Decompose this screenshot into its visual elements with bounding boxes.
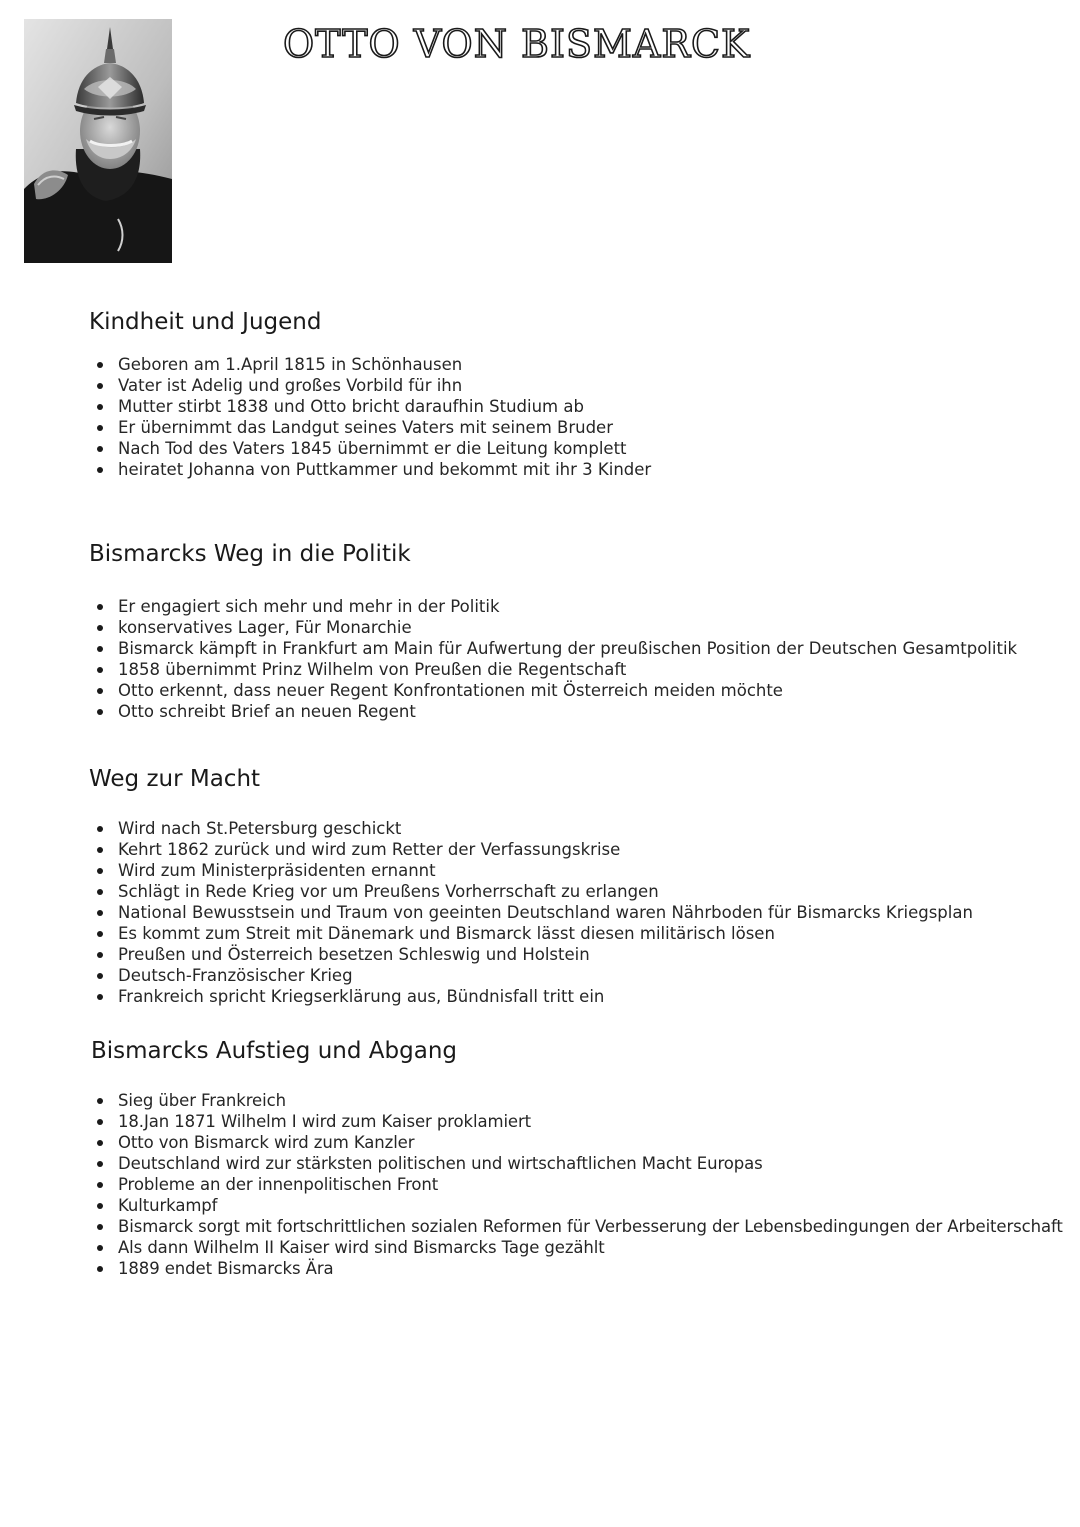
- list-item: Er engagiert sich mehr und mehr in der Politik: [89, 596, 1069, 617]
- portrait-photo: [24, 19, 172, 263]
- list-item: Als dann Wilhelm II Kaiser wird sind Bismarcks Tage gezählt: [89, 1237, 1071, 1258]
- list-item: Mutter stirbt 1838 und Otto bricht daraufhin Studium ab: [89, 396, 1069, 417]
- list-item: Probleme an der innenpolitischen Front: [89, 1174, 1071, 1195]
- list-item: Sieg über Frankreich: [89, 1090, 1071, 1111]
- list-item: Nach Tod des Vaters 1845 übernimmt er die Leitung komplett: [89, 438, 1069, 459]
- list-item: Kulturkampf: [89, 1195, 1071, 1216]
- list-item: 18.Jan 1871 Wilhelm I wird zum Kaiser proklamiert: [89, 1111, 1071, 1132]
- list-item: Wird zum Ministerpräsidenten ernannt: [89, 860, 1069, 881]
- list-item: Deutsch-Französischer Krieg: [89, 965, 1069, 986]
- list-item: National Bewusstsein und Traum von geeinten Deutschland waren Nährboden für Bismarcks Kriegsplan: [89, 902, 1069, 923]
- list-item: heiratet Johanna von Puttkammer und bekommt mit ihr 3 Kinder: [89, 459, 1069, 480]
- section-kindheit-und-jugend: [89, 307, 1069, 480]
- list-item: Er übernimmt das Landgut seines Vaters mit seinem Bruder: [89, 417, 1069, 438]
- section-heading: Weg zur Macht: [89, 766, 261, 792]
- bullet-list: [89, 1090, 1071, 1279]
- list-item: 1858 übernimmt Prinz Wilhelm von Preußen die Regentschaft: [89, 659, 1069, 680]
- section-weg-in-die-politik: [89, 539, 1069, 722]
- bullet-list: [89, 354, 1069, 480]
- bullet-list: [89, 596, 1069, 722]
- list-item: Otto von Bismarck wird zum Kanzler: [89, 1132, 1071, 1153]
- list-item: konservatives Lager, Für Monarchie: [89, 617, 1069, 638]
- list-item: Preußen und Österreich besetzen Schleswig und Holstein: [89, 944, 1069, 965]
- list-item: Deutschland wird zur stärksten politischen und wirtschaftlichen Macht Europas: [89, 1153, 1071, 1174]
- document-title: OTTO VON BISMARCK: [283, 22, 751, 66]
- list-item: Otto erkennt, dass neuer Regent Konfrontationen mit Österreich meiden möchte: [89, 680, 1069, 701]
- list-item: Bismarck sorgt mit fortschrittlichen sozialen Reformen für Verbesserung der Lebensbedingungen der Arbeiterschaft: [89, 1216, 1071, 1237]
- list-item: Schlägt in Rede Krieg vor um Preußens Vorherrschaft zu erlangen: [89, 881, 1069, 902]
- list-item: Frankreich spricht Kriegserklärung aus, Bündnisfall tritt ein: [89, 986, 1069, 1007]
- list-item: Wird nach St.Petersburg geschickt: [89, 818, 1069, 839]
- list-item: Otto schreibt Brief an neuen Regent: [89, 701, 1069, 722]
- list-item: Vater ist Adelig und großes Vorbild für ihn: [89, 375, 1069, 396]
- section-weg-zur-macht: [89, 764, 1069, 1007]
- section-aufstieg-und-abgang: [91, 1036, 1071, 1279]
- section-heading: Kindheit und Jugend: [89, 309, 322, 335]
- list-item: Es kommt zum Streit mit Dänemark und Bismarck lässt diesen militärisch lösen: [89, 923, 1069, 944]
- list-item: Kehrt 1862 zurück und wird zum Retter der Verfassungskrise: [89, 839, 1069, 860]
- list-item: 1889 endet Bismarcks Ära: [89, 1258, 1071, 1279]
- section-heading: Bismarcks Weg in die Politik: [89, 541, 411, 567]
- bullet-list: [89, 818, 1069, 1007]
- list-item: Geboren am 1.April 1815 in Schönhausen: [89, 354, 1069, 375]
- section-heading: Bismarcks Aufstieg und Abgang: [91, 1038, 457, 1064]
- list-item: Bismarck kämpft in Frankfurt am Main für Aufwertung der preußischen Position der Deutschen Gesamtpolitik: [89, 638, 1069, 659]
